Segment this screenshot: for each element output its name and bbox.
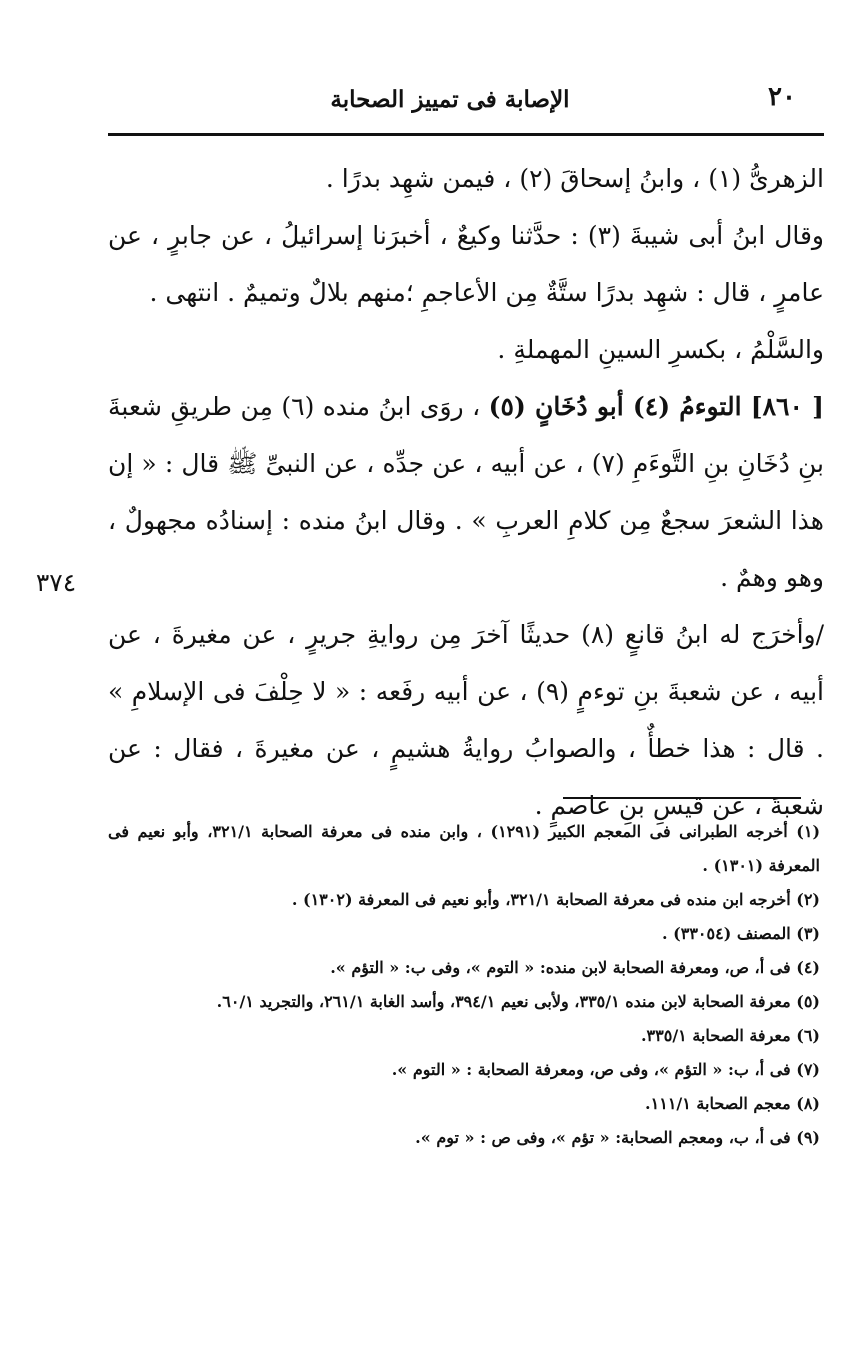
- entry-heading: [ ٨٦٠] التوءمُ (٤) أبو دُخَانٍ (٥): [488, 392, 824, 421]
- footnote: (٩) فى أ، ب، ومعجم الصحابة: « تؤم »، وفى ص : « توم ».: [415, 1128, 820, 1147]
- footnote: (٥) معرفة الصحابة لابن منده ٣٣٥/١، ولأبى نعيم ٣٩٤/١، وأسد الغابة ٢٦١/١، والتجريد ٦٠/١.: [216, 992, 820, 1011]
- footnote-rule: [563, 797, 801, 799]
- footnotes: [108, 815, 820, 1155]
- paragraph-2: وقال ابنُ أبى شيبةَ (٣) : حدَّثنا وكيعٌ ، أخبرَنا إسرائيلُ ، عن جابرٍ ، عن عامرٍ ، قال : شهِد بدرًا ستَّةٌ مِن الأعاجمِ ؛منهم بلالٌ وتميمٌ . انتهى .: [108, 221, 824, 307]
- footnote: (١) أخرجه الطبرانى فى المعجم الكبير (١٢٩١) ، وابن منده فى معرفة الصحابة ٣٢١/١، وأبو نعيم فى المعرفة (١٣٠١) .: [108, 822, 821, 875]
- paragraph-3: والسَّلْمُ ، بكسرِ السينِ المهملةِ .: [497, 335, 824, 364]
- header-rule: [108, 133, 824, 136]
- footnote: (٨) معجم الصحابة ١١١/١.: [645, 1094, 820, 1113]
- paragraph-5: /وأخرَج له ابنُ قانعٍ (٨) حديثًا آخرَ مِن روايةِ جريرٍ ، عن مغيرةَ ، عن أبيه ، عن شعبةَ بنِ توءمٍ (٩) ، عن أبيه رفَعه : « لا حِلْفَ فى الإسلامِ » . قال : هذا خطأٌ ، والصوابُ روايةُ هشيمٍ ، عن مغيرةَ ، فقال : عن شعبةَ ، عن قيسِ بنِ عاصمٍ .: [108, 620, 825, 820]
- entry-text: ، روَى ابنُ منده (٦) مِن طريقِ شعبةَ بنِ دُخَانِ بنِ التَّوءَمِ (٧) ، عن أبيه ، عن جدِّه ، عن النبىِّ ﷺ قال : « إن هذا الشعرَ سجعٌ مِن كلامِ العربِ » . وقال ابنُ منده : إسنادُه مجهولٌ ، وهو وهمٌ .: [108, 392, 824, 592]
- margin-page-reference: ٣٧٤: [35, 568, 77, 597]
- page-number: ٢٠: [768, 82, 796, 112]
- footnote: (٢) أخرجه ابن منده فى معرفة الصحابة ٣٢١/١، وأبو نعيم فى المعرفة (١٣٠٢) .: [291, 890, 820, 909]
- paragraph-1: الزهرىُّ (١) ، وابنُ إسحاقَ (٢) ، فيمن شهِد بدرًا .: [325, 164, 824, 193]
- footnote: (٧) فى أ، ب: « التؤم »، وفى ص، ومعرفة الصحابة : « التوم ».: [391, 1060, 820, 1079]
- entry-860: [108, 378, 824, 606]
- footnote: (٤) فى أ، ص، ومعرفة الصحابة لابن منده: « التوم »، وفى ب: « التؤم ».: [330, 958, 820, 977]
- main-text: [108, 150, 824, 834]
- running-header-title: الإصابة فى تمييز الصحابة: [330, 86, 570, 113]
- footnote: (٣) المصنف (٣٣٠٥٤) .: [662, 924, 820, 943]
- footnote: (٦) معرفة الصحابة ٣٣٥/١.: [640, 1026, 820, 1045]
